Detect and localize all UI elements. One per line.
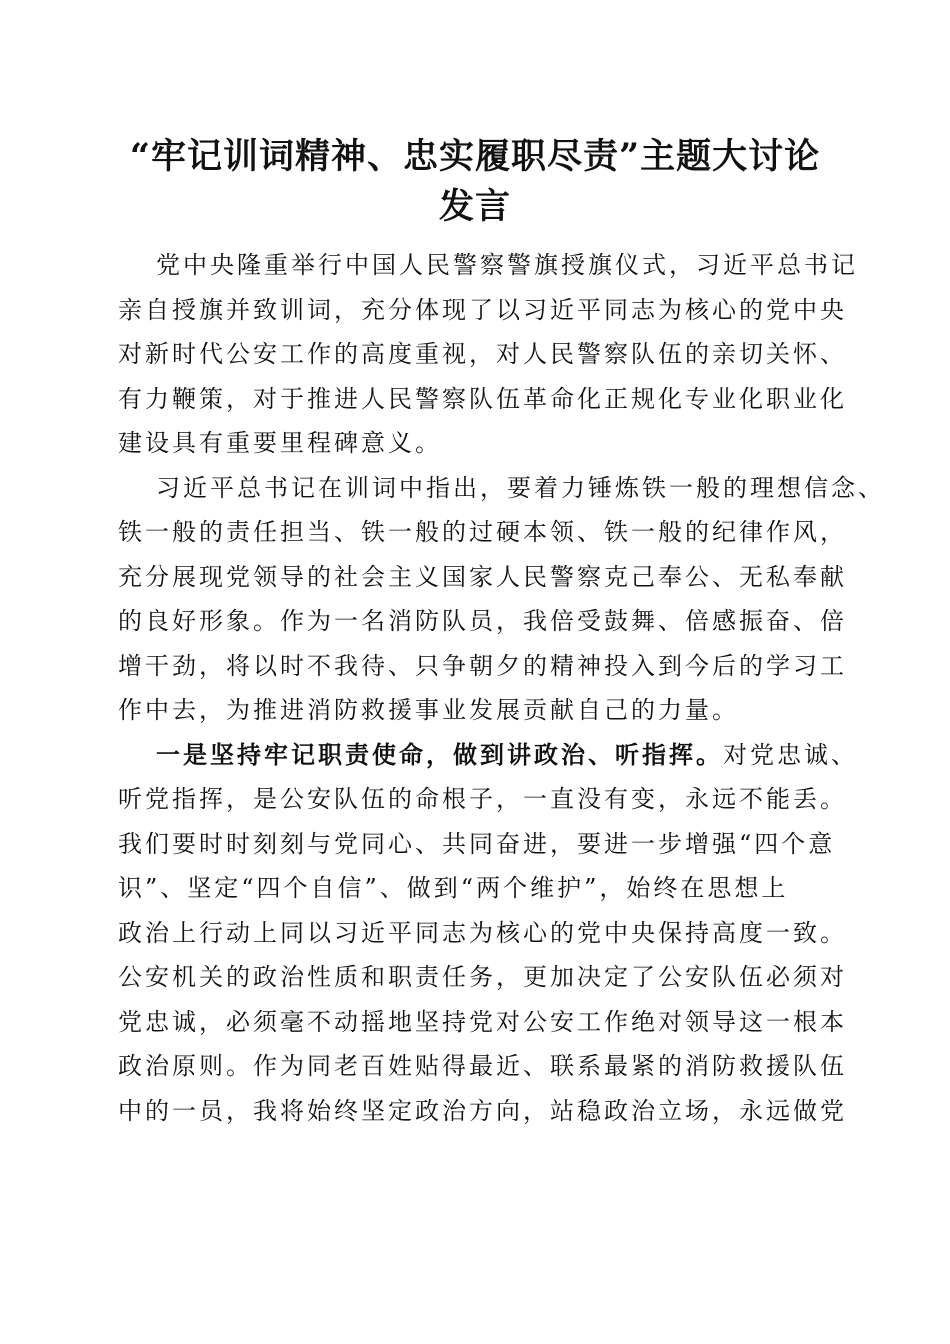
text-line: 公安机关的政治性质和职责任务，更加决定了公安队伍必须对 (118, 963, 847, 991)
text-line: 党忠诚，必须毫不动摇地坚持党对公安工作绝对领导这一根本 (118, 1007, 847, 1036)
paragraph-2 (118, 466, 885, 733)
text-line: 建设具有重要里程碑意义。 (118, 429, 442, 457)
paragraph-lead-rest: 对党忠诚、 (723, 740, 858, 769)
text-line: 听党指挥，是公安队伍的命根子，一直没有变，永远不能丢。 (118, 785, 847, 813)
title-line-2: 发言 (438, 186, 511, 227)
text-line: 中的一员，我将始终坚定政治方向，站稳政治立场，永远做党 (118, 1096, 847, 1125)
text-line: 亲自授旗并致训词，充分体现了以习近平同志为核心的党中央 (118, 295, 847, 324)
title-line-1: “牢记训词精神、忠实履职尽责”主题大讨论 (129, 136, 821, 177)
text-line: 铁一般的责任担当、铁一般的过硬本领、铁一般的纪律作风， (118, 518, 847, 546)
text-line: 我们要时时刻刻与党同心、共同奋进，要进一步增强“四个意 (118, 829, 836, 858)
text-line: 有力鞭策，对于推进人民警察队伍革命化正规化专业化职业化 (118, 384, 847, 413)
text-line: 习近平总书记在训词中指出，要着力锤炼铁一般的理想信念、 (156, 473, 885, 502)
paragraph-lead-heading: 一是坚持牢记职责使命，做到讲政治、听指挥。 (156, 739, 723, 769)
text-line: 政治原则。作为同老百姓贴得最近、联系最紧的消防救援队伍 (118, 1052, 847, 1080)
text-line: 识”、坚定“四个自信”、做到“两个维护”，始终在思想上 (118, 874, 789, 902)
paragraph-3 (118, 733, 858, 1134)
text-line: 的良好形象。作为一名消防队员，我倍受鼓舞、倍感振奋、倍 (118, 607, 847, 635)
text-line: 增干劲，将以时不我待、只争朝夕的精神投入到今后的学习工 (118, 651, 847, 680)
text-line (118, 733, 858, 778)
document-title (120, 132, 830, 232)
text-line: 充分展现党领导的社会主义国家人民警察克己奉公、无私奉献 (118, 562, 847, 591)
text-line: 党中央隆重举行中国人民警察警旗授旗仪式，习近平总书记 (156, 251, 858, 279)
text-line: 作中去，为推进消防救援事业发展贡献自己的力量。 (118, 696, 739, 724)
paragraph-1 (118, 243, 858, 466)
text-line: 政治上行动上同以习近平同志为核心的党中央保持高度一致。 (118, 918, 847, 947)
text-line: 对新时代公安工作的高度重视，对人民警察队伍的亲切关怀、 (118, 340, 847, 368)
document-body (118, 243, 885, 1133)
